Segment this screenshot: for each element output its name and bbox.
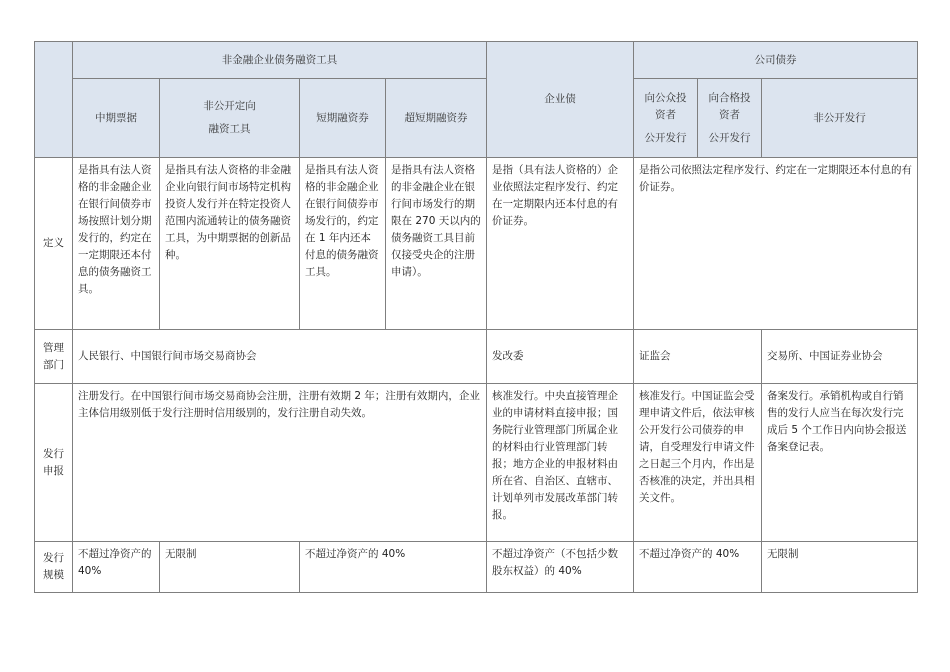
row-label-management (35, 330, 73, 384)
header-enterprise-bond: 企业债 (487, 42, 634, 158)
bond-comparison-table (34, 41, 918, 593)
header-public-investors-line2: 资者 (655, 108, 676, 121)
header-qualified-investors-line2: 资者 (719, 108, 740, 121)
row-label-management-line2: 部门 (43, 358, 64, 371)
header-nonfinancial-group: 非金融企业债务融资工具 (73, 42, 487, 79)
row-label-management-line1: 管理 (43, 341, 64, 354)
issuance-private: 备案发行。承销机构或自行销售的发行人应当在每次发行完成后 5 个工作日内向协会报送备案登记表。 (762, 384, 918, 542)
header-public-investors-line3: 公开发行 (644, 131, 687, 144)
definition-company-bond: 是指公司依照法定程序发行、约定在一定期限还本付息的有价证券。 (634, 158, 918, 330)
header-scp: 超短期融资券 (386, 79, 487, 158)
management-nonfinancial: 人民银行、中国银行间市场交易商协会 (73, 330, 487, 384)
header-ppn-line2: 融资工具 (208, 123, 251, 135)
definition-cp: 是指具有法人资格的非金融企业在银行间债券市场发行的，约定在 1 年内还本付息的债务融资工具。 (300, 158, 386, 330)
issuance-nonfinancial: 注册发行。在中国银行间市场交易商协会注册，注册有效期 2 年；注册有效期内，企业主体信用级别低于发行注册时信用级别的，发行注册自动失效。 (73, 384, 487, 542)
header-cp: 短期融资券 (300, 79, 386, 158)
definition-enterprise-bond: 是指（具有法人资格的）企业依照法定程序发行、约定在一定期限内还本付息的有价证券。 (487, 158, 634, 330)
row-label-issuance-line1: 发行 (43, 447, 64, 460)
scale-mtn: 不超过净资产的 40% (73, 542, 160, 593)
scale-ppn: 无限制 (160, 542, 300, 593)
scale-private: 无限制 (762, 542, 918, 593)
management-csrc: 证监会 (634, 330, 762, 384)
definition-mtn: 是指具有法人资格的非金融企业在银行间债券市场按照计划分期发行的，约定在一定期限还本付息的债务融资工具。 (73, 158, 160, 330)
header-mtn: 中期票据 (73, 79, 160, 158)
row-label-scale (35, 542, 73, 593)
management-enterprise-bond: 发改委 (487, 330, 634, 384)
header-qualified-investors (698, 79, 762, 158)
corner-cell (35, 42, 73, 158)
row-label-scale-line2: 规模 (43, 569, 64, 581)
issuance-public: 核准发行。中国证监会受理申请文件后，依法审核公开发行公司债券的申请，自受理发行申请文件之日起三个月内，作出是否核准的决定，并出具相关文件。 (634, 384, 762, 542)
definition-scp: 是指具有法人资格的非金融企业在银行间市场发行的期限在 270 天以内的债务融资工具目前仅接受央企的注册申请）。 (386, 158, 487, 330)
issuance-enterprise-bond: 核准发行。中央直接管理企业的申请材料直接申报；国务院行业管理部门所属企业的材料由行业管理部门转报；地方企业的申报材料由所在省、自治区、直辖市、计划单列市发展改革部门转报。 (487, 384, 634, 542)
scale-cp-scp: 不超过净资产的 40% (300, 542, 487, 593)
header-qualified-investors-line1: 向合格投 (708, 91, 751, 104)
header-public-investors-line1: 向公众投 (644, 91, 687, 104)
scale-public: 不超过净资产的 40% (634, 542, 762, 593)
row-label-definition: 定义 (35, 158, 73, 330)
row-label-scale-line1: 发行 (43, 552, 64, 564)
definition-ppn: 是指具有法人资格的非金融企业向银行间市场特定机构投资人发行并在特定投资人范围内流通转让的债务融资工具，为中期票据的创新品种。 (160, 158, 300, 330)
row-label-issuance-line2: 申报 (43, 464, 64, 477)
header-private-placement: 非公开发行 (762, 79, 918, 158)
header-ppn-line1: 非公开定向 (203, 100, 256, 112)
header-public-investors (634, 79, 698, 158)
header-ppn (160, 79, 300, 158)
scale-enterprise-bond: 不超过净资产（不包括少数股东权益）的 40% (487, 542, 634, 593)
row-label-issuance (35, 384, 73, 542)
management-private: 交易所、中国证券业协会 (762, 330, 918, 384)
header-company-bond-group: 公司债券 (634, 42, 918, 79)
header-qualified-investors-line3: 公开发行 (708, 131, 751, 144)
